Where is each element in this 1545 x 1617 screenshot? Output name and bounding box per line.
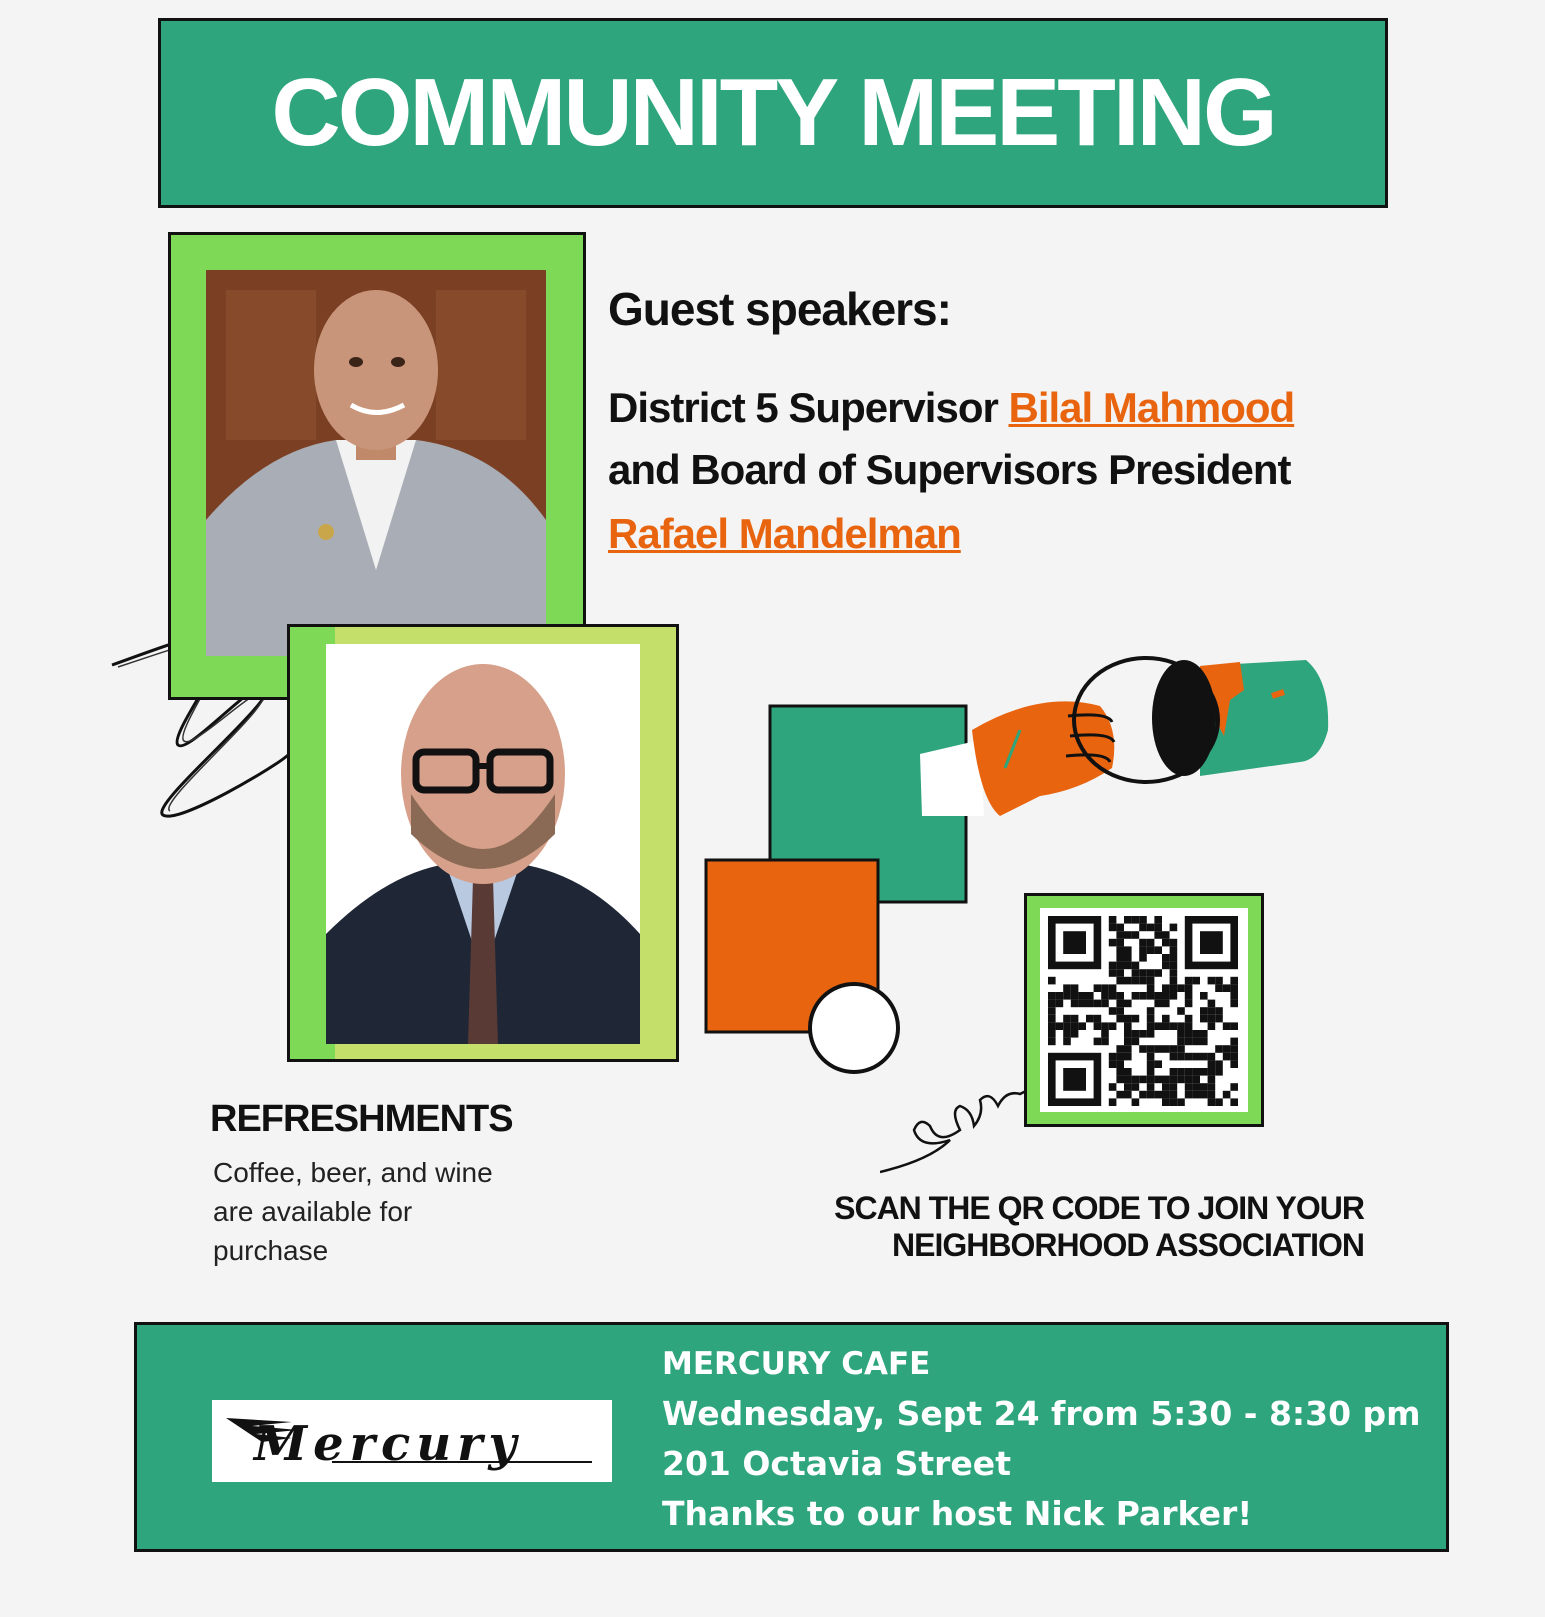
hand-icon bbox=[972, 701, 1114, 816]
speaker1-title: District 5 Supervisor bbox=[608, 384, 1009, 431]
qr-caption bbox=[760, 1190, 1364, 1264]
spring-scribble bbox=[880, 1050, 1040, 1180]
mercury-logo bbox=[212, 1400, 612, 1482]
speaker1-photo bbox=[206, 270, 546, 656]
refreshments-heading: REFRESHMENTS bbox=[210, 1098, 513, 1140]
host-thanks: Thanks to our host Nick Parker! bbox=[662, 1494, 1253, 1533]
event-datetime: Wednesday, Sept 24 from 5:30 - 8:30 pm bbox=[662, 1394, 1421, 1433]
speaker2-name-link[interactable]: Rafael Mandelman bbox=[608, 510, 961, 557]
speaker-line-1 bbox=[608, 384, 1294, 432]
event-address: 201 Octavia Street bbox=[662, 1444, 1011, 1483]
venue-name: MERCURY CAFE bbox=[662, 1346, 931, 1382]
qr-caption-line-1: SCAN THE QR CODE TO JOIN YOUR bbox=[834, 1190, 1364, 1226]
speaker-line-2: and Board of Supervisors President bbox=[608, 446, 1291, 493]
speaker-line-3 bbox=[608, 510, 961, 558]
qr-code[interactable] bbox=[1040, 908, 1248, 1112]
qr-caption-line-2: NEIGHBORHOOD ASSOCIATION bbox=[891, 1227, 1364, 1263]
guest-speakers-heading: Guest speakers: bbox=[608, 283, 951, 335]
logo-wordmark: Mercury bbox=[254, 1416, 523, 1472]
page-title: COMMUNITY MEETING bbox=[271, 59, 1275, 166]
speaker1-name-link[interactable]: Bilal Mahmood bbox=[1008, 384, 1295, 431]
refreshments-text: Coffee, beer, and wine are available for purchase bbox=[213, 1157, 493, 1266]
header-banner bbox=[158, 18, 1388, 208]
speaker2-photo bbox=[326, 644, 640, 1044]
